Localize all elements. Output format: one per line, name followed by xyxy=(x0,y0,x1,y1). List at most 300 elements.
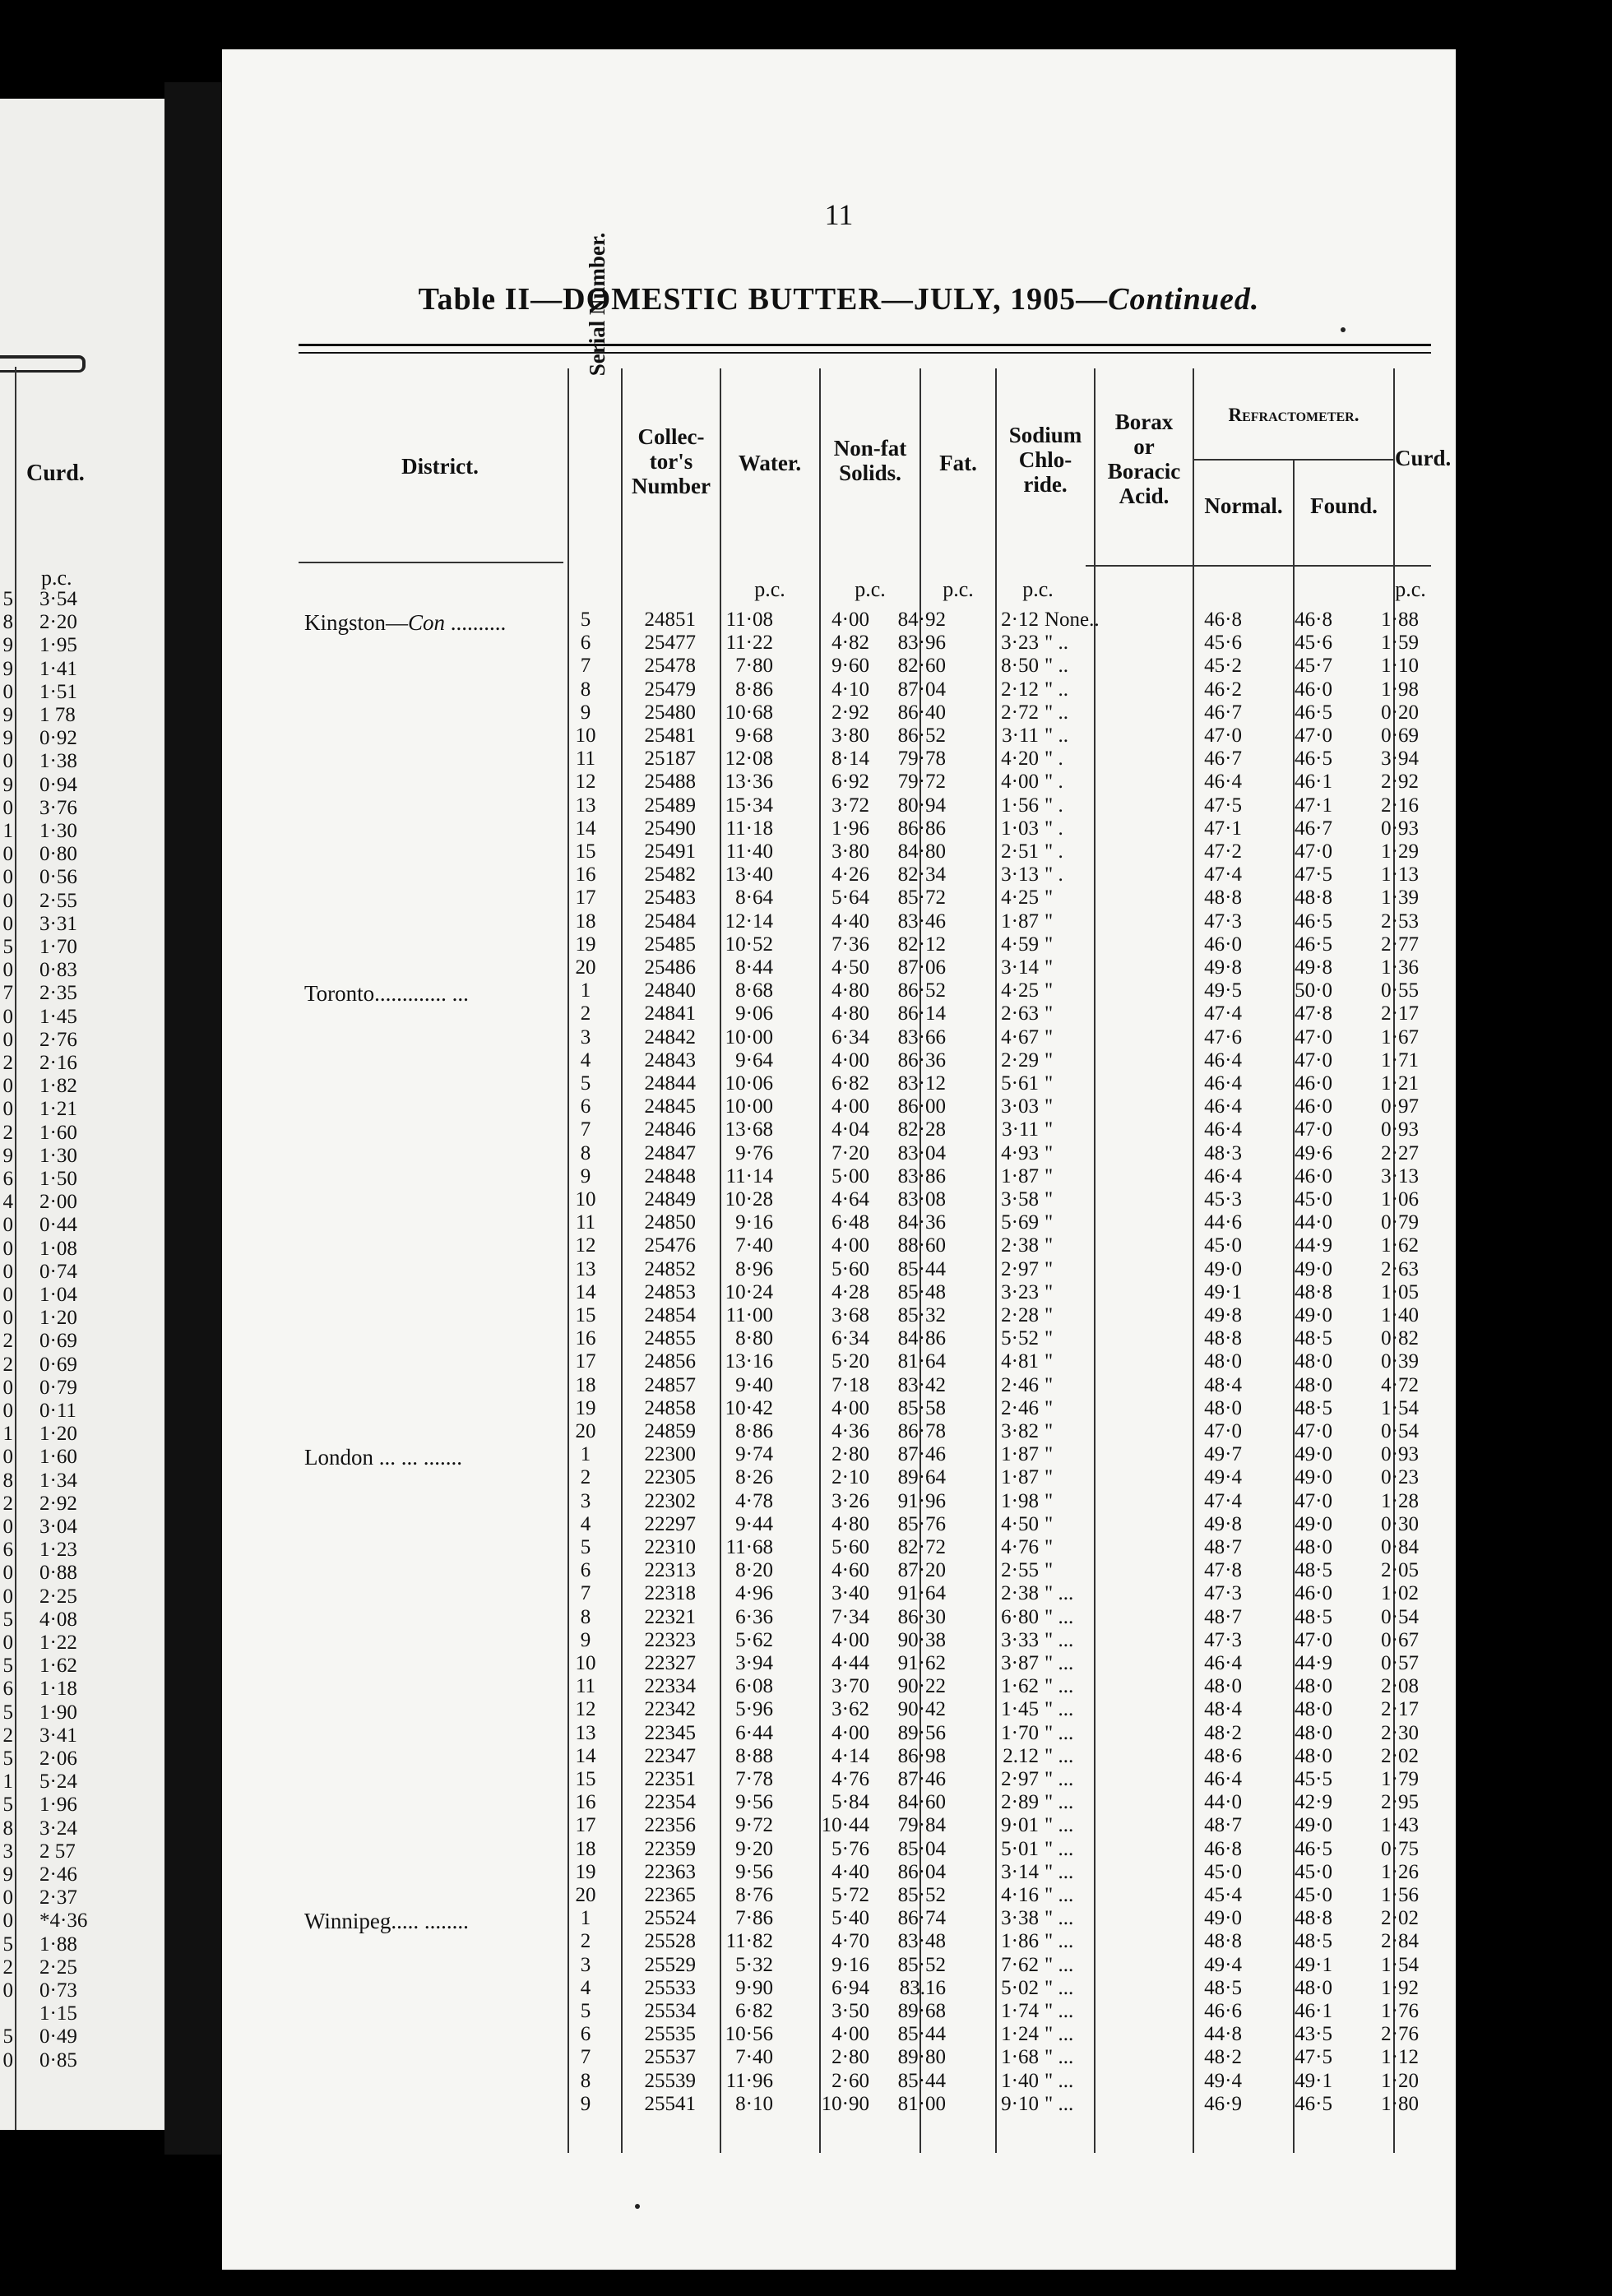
nonfat-value: 4·00 xyxy=(831,1234,869,1257)
table-row xyxy=(222,1629,1456,1652)
borax-value: " .. xyxy=(1045,678,1068,701)
found-value: 46·5 xyxy=(1295,910,1332,933)
curd-unit: p.c. xyxy=(1395,577,1426,601)
normal-value: 48·5 xyxy=(1204,1976,1242,1999)
left-page-found-digit: 2 xyxy=(2,1492,13,1515)
table-row xyxy=(222,1397,1456,1420)
sodium-chloride-value: 1·74 xyxy=(1001,2000,1039,2022)
serial-number: 17 xyxy=(575,1814,596,1837)
table-row xyxy=(222,1675,1456,1698)
top-rule xyxy=(299,344,1431,346)
sodium-chloride-value: 6·80 xyxy=(1001,1605,1039,1628)
sodium-chloride-value: 3·14 xyxy=(1001,956,1039,979)
curd-value: 0·79 xyxy=(1381,1211,1419,1234)
serial-number: 15 xyxy=(575,1768,596,1790)
normal-value: 46·4 xyxy=(1204,1072,1242,1095)
table-row xyxy=(222,1954,1456,1977)
collector-number: 22323 xyxy=(644,1628,696,1651)
normal-value: 45·2 xyxy=(1204,655,1242,678)
left-page-curd-value: 2·55 xyxy=(39,889,77,912)
left-page-rule xyxy=(0,355,86,373)
nonfat-value: 3·70 xyxy=(831,1675,869,1698)
fat-value: 82·72 xyxy=(897,1536,946,1558)
water-value: 9·56 xyxy=(735,1860,773,1883)
nonfat-value: 4·40 xyxy=(831,910,869,933)
borax-value: " ... xyxy=(1045,1837,1074,1860)
table-row xyxy=(222,701,1456,724)
left-page-curd-value: 1·22 xyxy=(39,1632,77,1654)
left-page-row xyxy=(0,1956,164,1979)
collector-number: 22334 xyxy=(644,1675,696,1698)
serial-number: 14 xyxy=(575,1744,596,1767)
left-page-found-digit: 0 xyxy=(2,1886,13,1909)
collector-number: 25480 xyxy=(644,701,696,724)
curd-value: 0·69 xyxy=(1381,724,1419,747)
table-title xyxy=(222,281,1456,317)
nonfat-value: 4·00 xyxy=(831,609,869,631)
water-value: 11·18 xyxy=(725,817,773,840)
nonfat-value: 4·10 xyxy=(831,678,869,701)
left-page-found-digit: 5 xyxy=(2,1655,13,1678)
left-page-row xyxy=(0,1771,164,1794)
water-value: 7·40 xyxy=(735,1234,773,1257)
collector-number: 25478 xyxy=(644,655,696,678)
serial-number: 7 xyxy=(580,1582,591,1605)
left-page-row xyxy=(0,1539,164,1562)
left-page-row xyxy=(0,1909,164,1933)
table-row xyxy=(222,2070,1456,2093)
refractometer-header: Refractometer. xyxy=(1228,405,1360,425)
curd-value: 1·12 xyxy=(1381,2046,1419,2069)
water-value: 9·68 xyxy=(735,724,773,747)
water-value: 10·52 xyxy=(725,933,773,956)
normal-value: 44·8 xyxy=(1204,2023,1242,2046)
table-row xyxy=(222,1211,1456,1234)
sodium-chloride-value: 1·87 xyxy=(1001,910,1039,933)
nonfat-value: 4·28 xyxy=(831,1280,869,1303)
sodium-chloride-value: 2·72 xyxy=(1001,701,1039,724)
found-value: 46·1 xyxy=(1295,771,1332,794)
table-row xyxy=(222,1118,1456,1141)
left-page-found-digit: 0 xyxy=(2,843,13,866)
left-page-found-digit: 5 xyxy=(2,2025,13,2048)
water-value: 12·14 xyxy=(725,910,773,933)
curd-value: 1·67 xyxy=(1381,1025,1419,1048)
left-page-row xyxy=(0,1886,164,1909)
borax-value: " ... xyxy=(1045,1884,1074,1906)
left-page-row xyxy=(0,1655,164,1678)
table-row xyxy=(222,1930,1456,1953)
normal-value: 48·4 xyxy=(1204,1373,1242,1396)
sodium-chloride-header xyxy=(997,423,1094,497)
left-page-curd-value: 1·20 xyxy=(39,1423,77,1446)
found-value: 49·0 xyxy=(1295,1466,1332,1489)
left-page-found-digit: 0 xyxy=(2,1979,13,2002)
sodium-chloride-value: 3·23 xyxy=(1001,632,1039,655)
found-value: 49·0 xyxy=(1295,1257,1332,1280)
sodium-chloride-value: 4·59 xyxy=(1001,933,1039,956)
normal-header: Normal. xyxy=(1204,493,1283,518)
fat-value: 87·46 xyxy=(897,1443,946,1466)
left-page-found-digit: 5 xyxy=(2,588,13,610)
fat-value: 83·12 xyxy=(897,1072,946,1095)
fat-value: 83·86 xyxy=(897,1164,946,1187)
nonfat-value: 3·40 xyxy=(831,1582,869,1605)
nonfat-value: 3·80 xyxy=(831,724,869,747)
left-page-found-digit: 0 xyxy=(2,1446,13,1469)
sodium-chloride-value: 1·87 xyxy=(1001,1443,1039,1466)
serial-number: 11 xyxy=(575,1211,596,1234)
water-value: 8·80 xyxy=(735,1327,773,1350)
left-page-fragment xyxy=(0,99,164,2130)
borax-value: " .. xyxy=(1045,655,1068,678)
sodium-chloride-value: 5·61 xyxy=(1001,1072,1039,1095)
sodium-chloride-value: 4·00 xyxy=(1001,771,1039,794)
sodium-chloride-value: 1·24 xyxy=(1001,2023,1039,2046)
fat-value: 86·86 xyxy=(897,817,946,840)
water-value: 7·78 xyxy=(735,1768,773,1790)
collector-number: 25481 xyxy=(644,724,696,747)
found-value: 47·0 xyxy=(1295,840,1332,863)
table-row xyxy=(222,1072,1456,1095)
table-row xyxy=(222,863,1456,886)
left-page-row xyxy=(0,1840,164,1863)
borax-value: " ... xyxy=(1045,1907,1074,1930)
left-page-found-digit: 9 xyxy=(2,634,13,657)
fat-value: 83·46 xyxy=(897,910,946,933)
curd-value: 1·76 xyxy=(1381,2000,1419,2022)
borax-value: " ... xyxy=(1045,1675,1074,1698)
sodium-chloride-value: 1·86 xyxy=(1001,1930,1039,1953)
fat-value: 88·60 xyxy=(897,1234,946,1257)
borax-value: " ... xyxy=(1045,1698,1074,1721)
serial-number: 1 xyxy=(580,1907,591,1930)
curd-value: 0·97 xyxy=(1381,1095,1419,1118)
curd-value: 2·95 xyxy=(1381,1791,1419,1814)
normal-value: 46·9 xyxy=(1204,2092,1242,2115)
table-row xyxy=(222,1536,1456,1559)
found-value: 48·0 xyxy=(1295,1698,1332,1721)
table-row xyxy=(222,1490,1456,1513)
found-value: 48·5 xyxy=(1295,1396,1332,1419)
curd-value: 0·93 xyxy=(1381,1118,1419,1141)
left-page-row xyxy=(0,611,164,634)
collector-number: 25187 xyxy=(644,748,696,771)
left-page-found-digit: 0 xyxy=(2,1005,13,1028)
sodium-chloride-value: 2.12 xyxy=(1003,1744,1039,1767)
left-page-row xyxy=(0,1214,164,1237)
serial-number-header: Serial Number. xyxy=(585,232,609,377)
serial-number: 3 xyxy=(580,1025,591,1048)
found-value: 49·0 xyxy=(1295,1814,1332,1837)
water-value: 10·42 xyxy=(725,1396,773,1419)
sodium-chloride-value: 4·25 xyxy=(1001,979,1039,1002)
collector-number: 22321 xyxy=(644,1605,696,1628)
found-value: 46·7 xyxy=(1295,817,1332,840)
fat-value: 86·52 xyxy=(897,979,946,1002)
left-page-found-digit: 2 xyxy=(2,1956,13,1979)
collector-header-line: Collec- xyxy=(637,424,705,449)
found-value: 48·8 xyxy=(1295,1280,1332,1303)
fat-value: 82·34 xyxy=(897,863,946,886)
borax-value: " xyxy=(1045,1257,1054,1280)
left-page-curd-value: 1·04 xyxy=(39,1284,77,1306)
serial-number: 11 xyxy=(575,748,596,771)
collector-number: 22310 xyxy=(644,1536,696,1558)
table-row xyxy=(222,840,1456,863)
normal-value: 46·2 xyxy=(1204,678,1242,701)
nonfat-value: 9·60 xyxy=(831,655,869,678)
left-page-curd-value: 2·37 xyxy=(39,1886,77,1909)
left-page-row xyxy=(0,1423,164,1446)
left-page-curd-value: 1·70 xyxy=(39,936,77,958)
fat-value: 81·00 xyxy=(897,2092,946,2115)
normal-value: 47·8 xyxy=(1204,1559,1242,1582)
curd-value: 2·76 xyxy=(1381,2023,1419,2046)
serial-number: 10 xyxy=(575,1652,596,1674)
collector-number: 22356 xyxy=(644,1814,696,1837)
water-value: 4·78 xyxy=(735,1489,773,1512)
water-value: 10·06 xyxy=(725,1072,773,1095)
curd-value: 0·54 xyxy=(1381,1420,1419,1442)
left-page-curd-value: 0·56 xyxy=(39,866,77,889)
curd-value: 1·79 xyxy=(1381,1768,1419,1790)
found-value: 47·0 xyxy=(1295,1025,1332,1048)
collector-number: 25486 xyxy=(644,956,696,979)
curd-value: 1·39 xyxy=(1381,886,1419,910)
curd-value: 1·20 xyxy=(1381,2069,1419,2092)
district-name: Winnipeg xyxy=(304,1909,391,1934)
nonfat-value: 4·00 xyxy=(831,1095,869,1118)
left-page-row xyxy=(0,1075,164,1098)
sodium-chloride-value: 1·70 xyxy=(1001,1721,1039,1744)
borax-value: " xyxy=(1045,1234,1054,1257)
collector-number: 25491 xyxy=(644,840,696,863)
left-page-row xyxy=(0,2002,164,2025)
curd-value: 1·13 xyxy=(1381,863,1419,886)
normal-value: 45·4 xyxy=(1204,1884,1242,1906)
collector-number: 24849 xyxy=(644,1188,696,1210)
table-row xyxy=(222,632,1456,655)
nonfat-value: 4·36 xyxy=(831,1420,869,1442)
fat-value: 90·22 xyxy=(897,1675,946,1698)
curd-value: 1·28 xyxy=(1381,1489,1419,1512)
borax-value: " ... xyxy=(1045,1791,1074,1814)
table-row xyxy=(222,678,1456,701)
serial-number: 17 xyxy=(575,886,596,910)
left-page-row xyxy=(0,843,164,866)
sodium-chloride-value: 2·51 xyxy=(1001,840,1039,863)
sodium-chloride-value: 2·12 xyxy=(1001,609,1039,631)
nonfat-value: 4·00 xyxy=(831,1396,869,1419)
normal-value: 49·8 xyxy=(1204,1512,1242,1535)
normal-value: 47·5 xyxy=(1204,794,1242,817)
left-page-found-digit: 0 xyxy=(2,1516,13,1538)
sodium-chloride-value: 3·38 xyxy=(1001,1907,1039,1930)
left-page-found-digit: 6 xyxy=(2,1168,13,1190)
left-page-curd-value: 1·41 xyxy=(39,657,77,680)
borax-value: " ... xyxy=(1045,2000,1074,2022)
table-row xyxy=(222,1327,1456,1350)
serial-number: 13 xyxy=(575,1721,596,1744)
water-value: 8·86 xyxy=(735,1420,773,1442)
collector-number: 25488 xyxy=(644,771,696,794)
fat-value: 89·80 xyxy=(897,2046,946,2069)
borax-value: " xyxy=(1045,1095,1054,1118)
normal-value: 48·6 xyxy=(1204,1744,1242,1767)
fat-value: 83·66 xyxy=(897,1025,946,1048)
fat-value: 86·30 xyxy=(897,1605,946,1628)
borax-value: " xyxy=(1045,1396,1054,1419)
left-page-row xyxy=(0,1863,164,1886)
sodium-chloride-value: 2·38 xyxy=(1001,1582,1039,1605)
normal-value: 49·8 xyxy=(1204,956,1242,979)
normal-value: 49·1 xyxy=(1204,1280,1242,1303)
curd-value: 1·62 xyxy=(1381,1234,1419,1257)
borax-header-line: Acid. xyxy=(1119,484,1170,508)
left-page-found-digit: 0 xyxy=(2,680,13,703)
normal-value: 44·0 xyxy=(1204,1791,1242,1814)
water-value: 13·16 xyxy=(725,1350,773,1373)
ink-mark xyxy=(635,2204,640,2209)
left-page-found-digit: 0 xyxy=(2,959,13,982)
sodium-chloride-value: 4·81 xyxy=(1001,1350,1039,1373)
nonfat-value: 3·50 xyxy=(831,2000,869,2022)
fat-value: 86·78 xyxy=(897,1420,946,1442)
serial-number: 4 xyxy=(580,1976,591,1999)
curd-value: 1·02 xyxy=(1381,1582,1419,1605)
collector-header-line: Number xyxy=(632,474,711,498)
collector-number: 25541 xyxy=(644,2092,696,2115)
water-value: 9·90 xyxy=(735,1976,773,1999)
borax-value: " xyxy=(1045,1489,1054,1512)
left-page-curd-value: 1·21 xyxy=(39,1098,77,1121)
water-value: 7·86 xyxy=(735,1907,773,1930)
normal-value: 48·0 xyxy=(1204,1350,1242,1373)
serial-number: 20 xyxy=(575,1884,596,1906)
left-page-curd-value: 0·80 xyxy=(39,843,77,866)
borax-value: " xyxy=(1045,1188,1054,1210)
found-value: 47·0 xyxy=(1295,1420,1332,1442)
table-row xyxy=(222,1026,1456,1049)
table-row xyxy=(222,1722,1456,1745)
found-value: 50·0 xyxy=(1295,979,1332,1002)
left-page-row xyxy=(0,1585,164,1609)
serial-number: 9 xyxy=(580,1164,591,1187)
curd-value: 0·84 xyxy=(1381,1536,1419,1558)
table-row xyxy=(222,771,1456,794)
fat-value: 83·04 xyxy=(897,1141,946,1164)
normal-value: 47·4 xyxy=(1204,863,1242,886)
left-page-unit: p.c. xyxy=(41,566,72,590)
left-page-found-digit: 9 xyxy=(2,1863,13,1886)
serial-number: 14 xyxy=(575,817,596,840)
sodium-chloride-value: 2·29 xyxy=(1001,1048,1039,1072)
left-page-found-digit: 5 xyxy=(2,1701,13,1724)
normal-value: 44·6 xyxy=(1204,1211,1242,1234)
district-header: District. xyxy=(401,454,479,479)
left-page-curd-value: 1·08 xyxy=(39,1237,77,1260)
table-row xyxy=(222,1861,1456,1884)
curd-value: 2·08 xyxy=(1381,1675,1419,1698)
nonfat-value: 7·20 xyxy=(831,1141,869,1164)
left-page-row xyxy=(0,1609,164,1632)
borax-value: " ... xyxy=(1045,1768,1074,1790)
curd-value: 2·30 xyxy=(1381,1721,1419,1744)
top-rule-2 xyxy=(299,352,1431,354)
borax-value: " xyxy=(1045,933,1054,956)
table-row xyxy=(222,1258,1456,1281)
water-value: 5·62 xyxy=(735,1628,773,1651)
found-value: 46·5 xyxy=(1295,1837,1332,1860)
borax-value: " . xyxy=(1045,794,1063,817)
left-page-curd-value: 1·51 xyxy=(39,680,77,703)
collector-number: 25489 xyxy=(644,794,696,817)
water-value: 9·74 xyxy=(735,1443,773,1466)
fat-value: 86·14 xyxy=(897,1002,946,1025)
collector-number: 25534 xyxy=(644,2000,696,2022)
water-value: 9·56 xyxy=(735,1791,773,1814)
left-page-curd-value: 0·44 xyxy=(39,1214,77,1237)
collector-header xyxy=(623,424,720,498)
curd-value: 2·05 xyxy=(1381,1559,1419,1582)
found-header: Found. xyxy=(1310,493,1378,518)
nonfat-value: 6·92 xyxy=(831,771,869,794)
normal-value: 48·0 xyxy=(1204,1675,1242,1698)
sodium-chloride-value: 3·11 xyxy=(1002,724,1039,747)
collector-number: 24842 xyxy=(644,1025,696,1048)
sodium-chloride-value: 3·23 xyxy=(1001,1280,1039,1303)
curd-value: 1·10 xyxy=(1381,655,1419,678)
collector-number: 24856 xyxy=(644,1350,696,1373)
fat-value: 85·52 xyxy=(897,1953,946,1976)
left-page-row xyxy=(0,1400,164,1423)
collector-number: 22305 xyxy=(644,1466,696,1489)
curd-value: 1·88 xyxy=(1381,609,1419,631)
normal-value: 48·4 xyxy=(1204,1698,1242,1721)
normal-value: 49·7 xyxy=(1204,1443,1242,1466)
table-row xyxy=(222,1745,1456,1768)
curd-value: 3·13 xyxy=(1381,1164,1419,1187)
found-value: 47·0 xyxy=(1295,724,1332,747)
found-value: 45·0 xyxy=(1295,1860,1332,1883)
serial-number: 19 xyxy=(575,1860,596,1883)
left-page-curd-value: 1·90 xyxy=(39,1701,77,1724)
fat-value: 85·32 xyxy=(897,1304,946,1326)
normal-value: 48·3 xyxy=(1204,1141,1242,1164)
sodium-chloride-value: 2·46 xyxy=(1001,1396,1039,1419)
sodium-chloride-value: 4·20 xyxy=(1001,748,1039,771)
table-row xyxy=(222,1281,1456,1304)
left-page-row xyxy=(0,1701,164,1724)
table-row xyxy=(222,2046,1456,2069)
collector-number: 25485 xyxy=(644,933,696,956)
fat-value: 86·00 xyxy=(897,1095,946,1118)
fat-value: 84·80 xyxy=(897,840,946,863)
left-page-curd-value: 3·76 xyxy=(39,796,77,819)
left-page-found-digit: 5 xyxy=(2,1933,13,1956)
curd-value: 2·16 xyxy=(1381,794,1419,817)
left-page-found-digit: 5 xyxy=(2,1747,13,1770)
found-value: 49·6 xyxy=(1295,1141,1332,1164)
fat-value: 85·44 xyxy=(897,2023,946,2046)
water-value: 8·44 xyxy=(735,956,773,979)
left-page-found-digit: 8 xyxy=(2,1469,13,1492)
borax-value: " . xyxy=(1045,771,1063,794)
borax-value: " ... xyxy=(1045,1721,1074,1744)
serial-number: 18 xyxy=(575,910,596,933)
collector-number: 22365 xyxy=(644,1884,696,1906)
